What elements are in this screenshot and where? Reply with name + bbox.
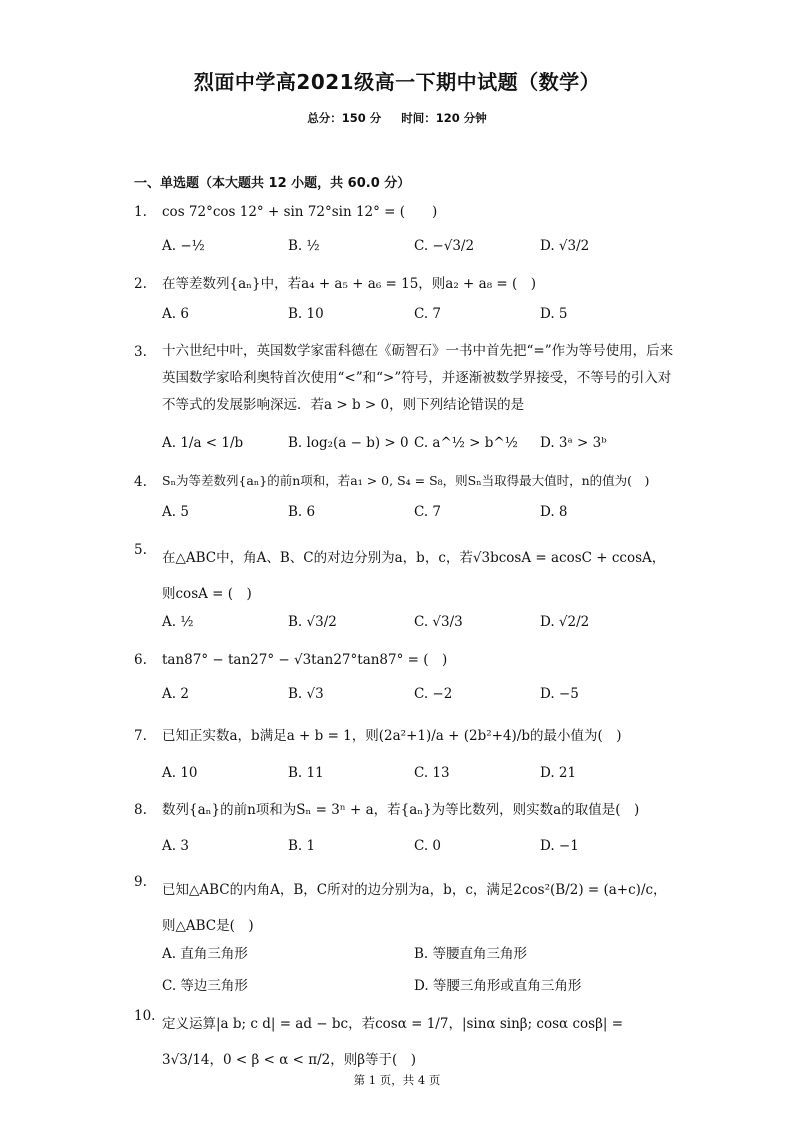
option-c: C. 0 xyxy=(414,838,442,854)
question-number: 9. xyxy=(134,874,147,890)
question-text: Sₙ为等差数列{aₙ}的前n项和，若a₁ > 0, S₄ = S₈，则Sₙ当取得最大值时，n的值为( ) xyxy=(162,473,650,488)
question-text: 在等差数列{aₙ}中，若a₄ + a₅ + a₆ = 15，则a₂ + a₈ = ( ) xyxy=(162,276,537,292)
question-10 xyxy=(134,1006,674,1068)
question-number: 7. xyxy=(134,728,147,744)
option-d: D. 21 xyxy=(540,765,577,781)
option-b: B. ½ xyxy=(288,238,320,254)
option-c: C. √3/3 xyxy=(414,614,463,630)
page-title: 烈面中学高2021级高一下期中试题（数学） xyxy=(193,70,601,94)
option-d: D. 等腰三角形或直角三角形 xyxy=(414,978,582,994)
question-text: cos 72°cos 12° + sin 72°sin 12° = ( ) xyxy=(162,204,438,220)
option-c: C. −√3/2 xyxy=(414,238,475,254)
exam-info xyxy=(0,110,794,126)
option-d: D. 8 xyxy=(540,504,568,520)
option-d: D. 3ᵃ > 3ᵇ xyxy=(540,435,607,451)
question-4 xyxy=(134,472,674,494)
question-9 xyxy=(134,872,674,932)
question-text: 已知△ABC的内角A，B，C所对的边分别为a，b，c，满足2cos²(B/2) = (a+c)/c，则△ABC是( ) xyxy=(162,882,667,934)
question-2 xyxy=(134,274,674,296)
question-1 xyxy=(134,202,674,224)
total-score: 总分：150 分 xyxy=(307,111,382,125)
option-c: C. 等边三角形 xyxy=(162,978,248,994)
option-b: B. 等腰直角三角形 xyxy=(414,946,528,962)
option-c: C. −2 xyxy=(414,686,453,702)
option-d: D. 5 xyxy=(540,306,568,322)
option-d: D. √3/2 xyxy=(540,238,590,254)
option-c: C. 7 xyxy=(414,504,442,520)
question-6 xyxy=(134,650,674,672)
option-b: B. 11 xyxy=(288,765,324,781)
question-text: 在△ABC中，角A、B、C的对边分别为a，b，c，若√3bcosA = acosC + ccosA，则cosA = ( ) xyxy=(162,550,666,602)
option-a: A. −½ xyxy=(162,238,205,254)
question-text: 数列{aₙ}的前n项和为Sₙ = 3ⁿ + a，若{aₙ}为等比数列，则实数a的取值是( ) xyxy=(162,802,640,818)
option-d: D. √2/2 xyxy=(540,614,590,630)
option-a: A. ½ xyxy=(162,614,194,630)
question-number: 5. xyxy=(134,542,147,558)
option-d: D. −1 xyxy=(540,838,579,854)
exam-time: 时间：120 分钟 xyxy=(401,111,487,125)
option-b: B. √3/2 xyxy=(288,614,337,630)
option-a: A. 2 xyxy=(162,686,189,702)
question-number: 3. xyxy=(134,344,147,360)
question-7 xyxy=(134,726,674,748)
question-text: tan87° − tan27° − √3tan27°tan87° = ( ) xyxy=(162,652,448,668)
option-b: B. log₂(a − b) > 0 xyxy=(288,435,409,451)
option-a: A. 6 xyxy=(162,306,189,322)
question-number: 1. xyxy=(134,204,147,220)
question-8 xyxy=(134,800,674,822)
question-text: 已知正实数a，b满足a + b = 1，则(2a²+1)/a + (2b²+4)/b的最小值为( ) xyxy=(162,728,622,744)
question-text: 定义运算|a b; c d| = ad − bc，若cosα = 1/7，|sinα sinβ; cosα cosβ| = 3√3/14，0 < β < α < π/2，则β等于( ) xyxy=(162,1016,624,1068)
section-heading: 一、单选题（本大题共 12 小题，共 60.0 分） xyxy=(134,176,411,191)
option-a: A. 10 xyxy=(162,765,198,781)
option-a: A. 5 xyxy=(162,504,189,520)
option-b: B. √3 xyxy=(288,686,324,702)
question-number: 4. xyxy=(134,474,147,490)
option-b: B. 10 xyxy=(288,306,324,322)
question-number: 8. xyxy=(134,802,147,818)
question-number: 6. xyxy=(134,652,147,668)
option-c: C. a^½ > b^½ xyxy=(414,435,518,451)
option-c: C. 13 xyxy=(414,765,450,781)
option-c: C. 7 xyxy=(414,306,442,322)
option-a: A. 直角三角形 xyxy=(162,946,248,962)
question-number: 10. xyxy=(134,1008,156,1024)
question-5 xyxy=(134,540,674,602)
option-b: B. 6 xyxy=(288,504,316,520)
question-number: 2. xyxy=(134,276,147,292)
option-b: B. 1 xyxy=(288,838,316,854)
question-text: 十六世纪中叶，英国数学家雷科德在《砺智石》一书中首先把“=”作为等号使用，后来英国数学家哈利奥特首次使用“<”和“>”符号，并逐渐被数学界接受，不等号的引入对不等式的发展影响深远．若a > b > 0，则下列结论错误的是 xyxy=(162,343,674,413)
question-3 xyxy=(134,338,674,418)
option-d: D. −5 xyxy=(540,686,579,702)
option-a: A. 3 xyxy=(162,838,189,854)
option-a: A. 1/a < 1/b xyxy=(162,435,244,451)
page-footer: 第 1 页，共 4 页 xyxy=(353,1073,441,1087)
